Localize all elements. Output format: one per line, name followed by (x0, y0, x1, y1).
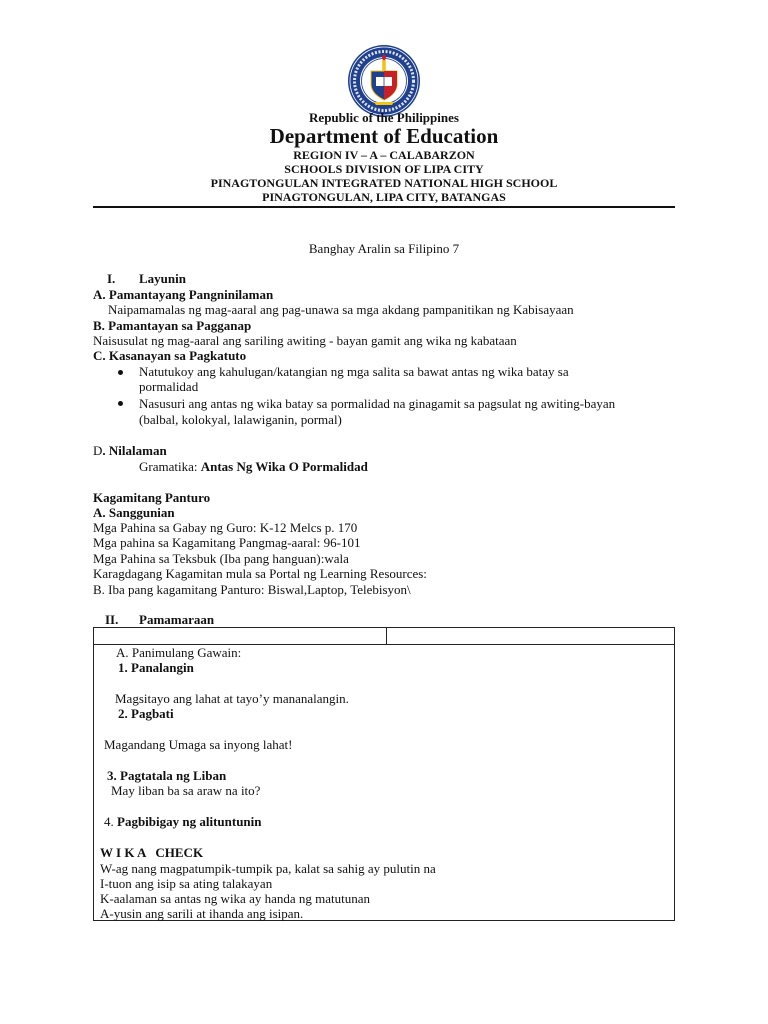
section-1-title: Layunin (139, 271, 186, 286)
kasanayan-item-2-line1: Nasusuri ang antas ng wika batay sa pormalidad na ginagamit sa pagsulat ng awiting-bayan (139, 396, 616, 411)
gramatika-prefix: Gramatika: (139, 459, 201, 474)
sanggunian-line: Mga Pahina sa Gabay ng Guro: K-12 Melcs p. 170 (93, 520, 358, 535)
deped-seal-logo (347, 44, 421, 118)
nilalaman-label: . Nilalaman (102, 443, 167, 458)
nilalaman-letter: D (93, 443, 103, 458)
pagtatala-text: May liban ba sa araw na ito? (111, 783, 261, 798)
sanggunian-line: B. Iba pang kagamitang Panturo: Biswal,Laptop, Telebisyon\ (93, 582, 411, 597)
panalangin-text: Magsitayo ang lahat at tayo’y mananalangin. (115, 691, 349, 706)
panalangin-heading: 1. Panalangin (118, 660, 194, 675)
region-line: REGION IV – A – CALABARZON (293, 148, 475, 162)
pagbati-heading: 2. Pagbati (118, 706, 174, 721)
department-title: Department of Education (269, 124, 499, 148)
table-header-divider (386, 628, 387, 644)
kasanayan-item-1-line1: Natutukoy ang kahulugan/katangian ng mga salita sa bawat antas ng wika batay sa (139, 364, 569, 379)
pamantayan-sa-pagganap-label: B. Pamantayan sa Pagganap (93, 318, 252, 333)
bullet-icon (118, 401, 123, 406)
pamantayang-pangnilalaman-text: Naipamamalas ng mag-aaral ang pag-unawa sa mga akdang pampanitikan ng Kabisayaan (108, 302, 574, 317)
document-title: Banghay Aralin sa Filipino 7 (308, 241, 460, 256)
kasanayan-label: C. Kasanayan sa Pagkatuto (93, 348, 247, 363)
nilalaman-content (139, 459, 368, 474)
nilalaman-heading (93, 443, 167, 458)
section-1-number: I. (107, 271, 116, 286)
sanggunian-label: A. Sanggunian (93, 505, 175, 520)
kasanayan-item-2-line2: (balbal, kolokyal, lalawiganin, pormal) (139, 412, 342, 427)
wika-check-line: A-yusin ang sarili at ihanda ang isipan. (100, 906, 304, 921)
pagtatala-heading: 3. Pagtatala ng Liban (107, 768, 227, 783)
kagamitang-panturo-title: Kagamitang Panturo (93, 490, 211, 505)
pamantayang-pangnilalaman-label: A. Pamantayang Pangninilaman (93, 287, 274, 302)
panimulang-gawain-label: A. Panimulang Gawain: (116, 645, 242, 660)
sanggunian-line: Mga Pahina sa Teksbuk (Iba pang hanguan):wala (93, 551, 349, 566)
wika-check-title: W I K A CHECK (100, 845, 204, 860)
header-divider (93, 206, 675, 208)
wika-check-line: I-tuon ang isip sa ating talakayan (100, 876, 273, 891)
table-header-row (94, 628, 674, 645)
alituntunin-label: Pagbibigay ng alituntunin (117, 814, 262, 829)
gramatika-topic: Antas Ng Wika O Pormalidad (200, 459, 368, 474)
address-line: PINAGTONGULAN, LIPA CITY, BATANGAS (262, 190, 506, 204)
alituntunin-number: 4. (104, 814, 117, 829)
alituntunin-heading (104, 814, 262, 829)
pamantayan-sa-pagganap-text: Naisusulat ng mag-aaral ang sariling awiting - bayan gamit ang wika ng kabataan (93, 333, 517, 348)
school-line: PINAGTONGULAN INTEGRATED NATIONAL HIGH SCHOOL (210, 176, 558, 190)
section-2-title: Pamamaraan (139, 612, 215, 627)
pagbati-text: Magandang Umaga sa inyong lahat! (104, 737, 293, 752)
republic-line: Republic of the Philippines (309, 110, 459, 125)
section-2-number: II. (105, 612, 119, 627)
wika-check-line: W-ag nang magpatumpik-tumpik pa, kalat sa sahig ay pulutin na (100, 861, 436, 876)
division-line: SCHOOLS DIVISION OF LIPA CITY (284, 162, 484, 176)
sanggunian-line: Karagdagang Kagamitan mula sa Portal ng Learning Resources: (93, 566, 427, 581)
sanggunian-line: Mga pahina sa Kagamitang Pangmag-aaral: 96-101 (93, 535, 361, 550)
wika-check-line: K-aalaman sa antas ng wika ay handa ng matutunan (100, 891, 371, 906)
bullet-icon (118, 370, 123, 375)
kasanayan-item-1-line2: pormalidad (139, 379, 199, 394)
